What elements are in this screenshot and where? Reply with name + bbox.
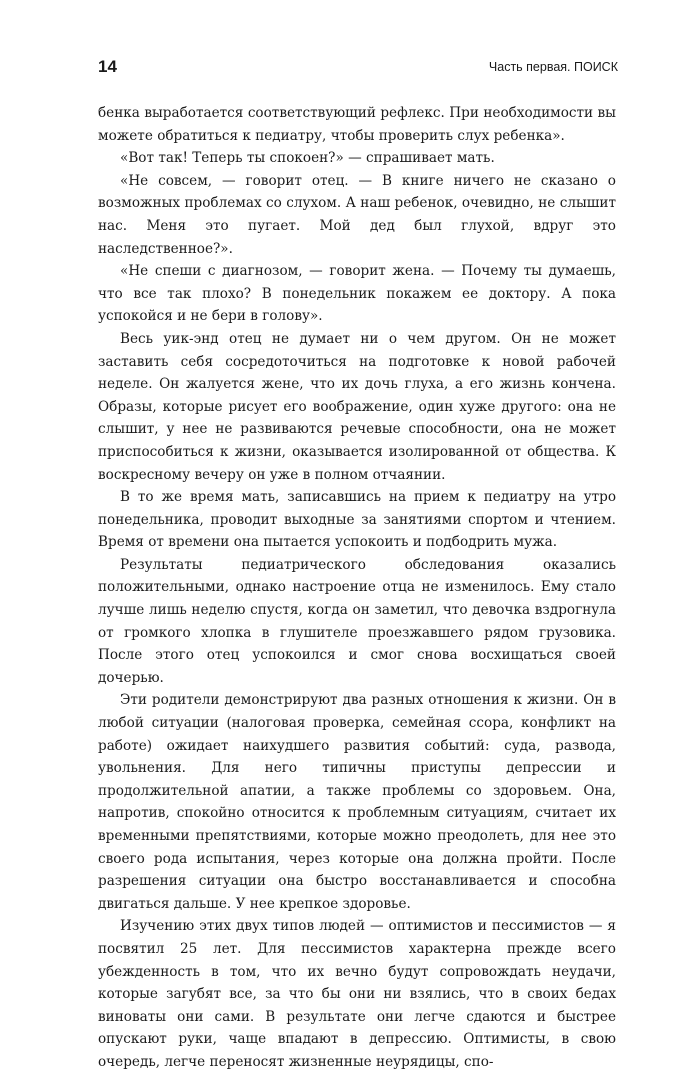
- paragraph: «Не спеши с диагнозом, — говорит жена. — Почему ты думаешь, что все так плохо? В понедельник покажем ее доктору. А пока успокойся и не бери в голову».: [98, 263, 616, 325]
- paragraph: «Не совсем, — говорит отец. — В книге ничего не сказано о возможных проблемах со слухом. А наш ребенок, очевидно, не слышит нас. Меня это пугает. Мой дед был глухой, вдруг это наследственное?».: [98, 172, 616, 257]
- page-number: 14: [98, 57, 117, 76]
- paragraph-continued: бенка выработается соответствующий рефлекс. При необходимости вы можете обратиться к педиатру, чтобы проверить слух ребенка».: [98, 105, 616, 144]
- body-text: [98, 102, 616, 1074]
- paragraph: «Вот так! Теперь ты спокоен?» — спрашивает мать.: [120, 150, 495, 167]
- running-head: Часть первая. ПОИСК: [488, 60, 618, 74]
- paragraph: В то же время мать, записавшись на прием к педиатру на утро понедельника, проводит выходные за занятиями спортом и чтением. Время от времени она пытается успокоить и подбодрить мужа.: [98, 489, 616, 551]
- paragraph: Эти родители демонстрируют два разных отношения к жизни. Он в любой ситуации (налоговая проверка, семейная ссора, конфликт на работе) ожидает наихудшего развития событий: суда, развода, увольнения. Для него типичны приступы депрессии и продолжительной апатии, а также проблемы со здоровьем. Она, напротив, спокойно относится к проблемным ситуациям, считает их временными препятствиями, которые можно преодолеть, для нее это своего рода испытания, через которые она должна пройти. После разрешения ситуации она быстро восстанавливается и способна двигаться дальше. У нее крепкое здоровье.: [98, 692, 616, 912]
- paragraph: Результаты педиатрического обследования оказались положительными, однако настроение отца не изменилось. Ему стало лучше лишь неделю спустя, когда он заметил, что девочка вздрогнула от громкого хлопка в глушителе проезжавшего рядом грузовика. После этого отец успокоился и смог снова восхищаться своей дочерью.: [98, 556, 616, 686]
- paragraph: Весь уик-энд отец не думает ни о чем другом. Он не может заставить себя сосредоточиться на подготовке к новой рабочей неделе. Он жалуется жене, что их дочь глуха, а его жизнь кончена. Образы, которые рисует его воображение, один хуже другого: она не слышит, у нее не развиваются речевые способности, она не может приспособиться к жизни, оказывается изолированной от общества. К воскресному вечеру он уже в полном отчаянии.: [98, 330, 616, 483]
- paragraph: Изучению этих двух типов людей — оптимистов и пессимистов — я посвятил 25 лет. Для пессимистов характерна прежде всего убежденность в том, что их вечно будут сопровождать неудачи, которые загубят все, за что бы они ни взялись, что в своих бедах виноваты они сами. В результате они легче сдаются и быстрее опускают руки, чаще впадают в депрессию. Оптимисты, в свою очередь, легче переносят жизненные неурядицы, спо-: [98, 918, 616, 1070]
